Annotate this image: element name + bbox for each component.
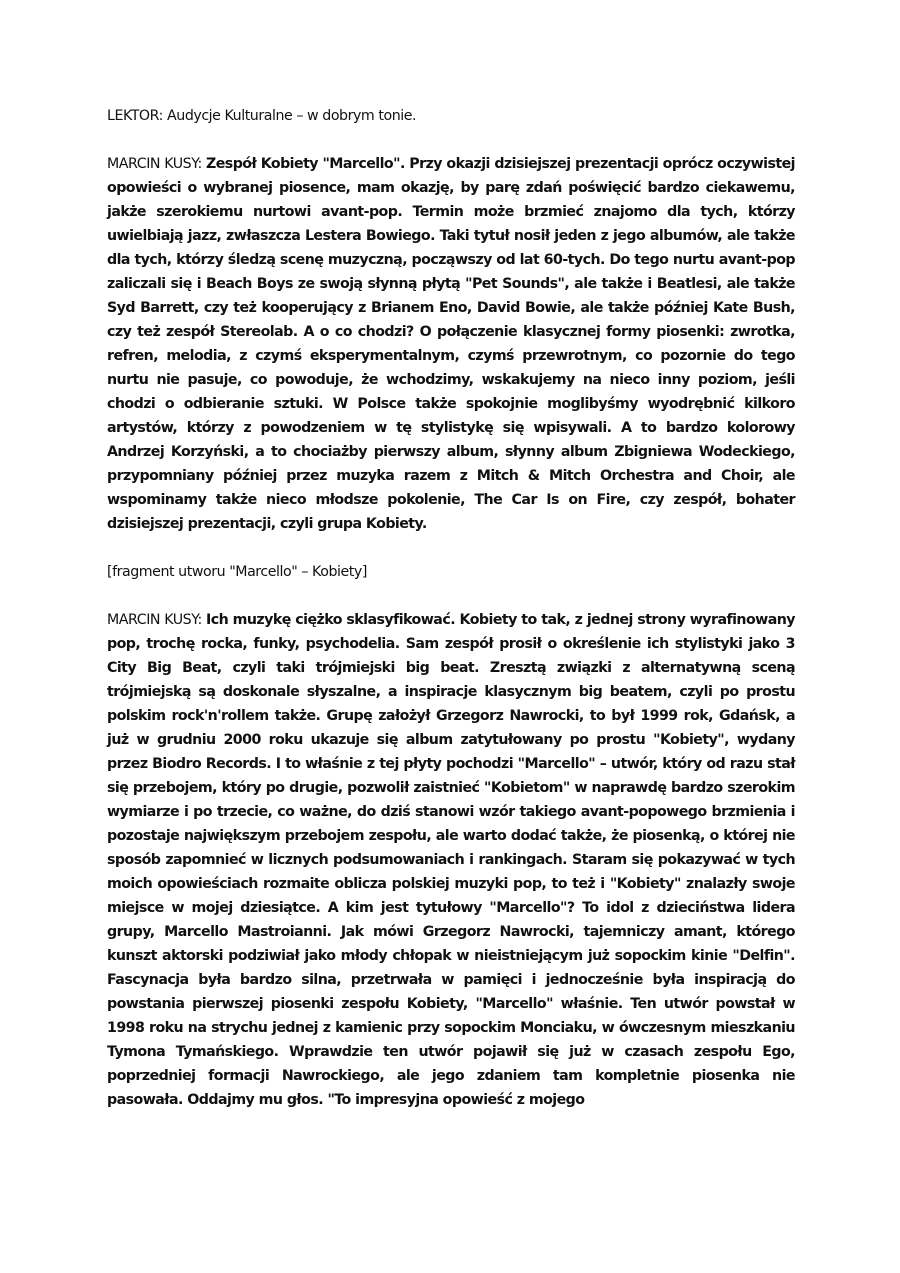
speech-text: Ich muzykę ciężko sklasyfikować. Kobiety to tak, z jednej strony wyrafinowany pop, trochę rocka, funky, psychodelia. Sam zespół prosił o określenie ich stylistyki jako 3 City Big Beat, czyli taki trójmiejski big beat. Zresztą związki z alternatywną sceną trójmiejską są doskonale słyszalne, a inspiracje klasycznym big beatem, czyli po prostu polskim rock'n'rollem także. Grupę założył Grzegorz Nawrocki, to był 1999 rok, Gdańsk, a już w grudniu 2000 roku ukazuje się album zatytułowany po prostu "Kobiety", wydany przez Biodro Records. I to właśnie z tej płyty pochodzi "Marcello" – utwór, który od razu stał się przebojem, który po drugie, pozwolił zaistnieć "Kobietom" w naprawdę bardzo szerokim wymiarze i po trzecie, co ważne, do dziś stanowi wzór takiego avant-popowego brzmienia i pozostaje największym przebojem zespołu, ale warto dodać także, że piosenką, o której nie sposób zapomnieć w licznych podsumowaniach i rankingach. Staram się pokazywać w tych moich opowieściach rozmaite oblicza polskiej muzyki pop, to też i "Kobiety" znalazły swoje miejsce w mojej dziesiątce. A kim jest tytułowy "Marcello"? To idol z dzieciństwa lidera grupy, Marcello Mastroianni. Jak mówi Grzegorz Nawrocki, tajemniczy amant, którego kunszt aktorski podziwiał jako młody chłopak w nieistniejącym już sopockim kinie "Delfin". Fascynacja była bardzo silna, przetrwała w pamięci i jednocześnie była inspiracją do powstania pierwszej piosenki zespołu Kobiety, "Marcello" właśnie. Ten utwór powstał w 1998 roku na strychu jednej z kamienic przy sopockim Monciaku, w ówczesnym mieszkaniu Tymona Tymańskiego. Wprawdzie ten utwór pojawił się już w czasach zespołu Ego, poprzedniej formacji Nawrockiego, ale jego zdaniem tam kompletnie piosenka nie pasowała. Oddajmy mu głos. "To impresyjna opowieść z mojego	[107, 612, 795, 1108]
speaker-label: MARCIN KUSY:	[107, 156, 202, 172]
speaker-label: MARCIN KUSY:	[107, 612, 202, 628]
speech-paragraph-1	[107, 152, 795, 536]
document-page	[107, 104, 795, 1136]
intro-paragraph	[107, 104, 795, 128]
intro-text: Audycje Kulturalne – w dobrym tonie.	[162, 108, 417, 124]
speaker-label: LEKTOR:	[107, 108, 163, 124]
music-fragment-note: [fragment utworu "Marcello" – Kobiety]	[107, 564, 367, 580]
speech-text: Zespół Kobiety "Marcello". Przy okazji dzisiejszej prezentacji oprócz oczywistej opowieści o wybranej piosence, mam okazję, by parę zdań poświęcić bardzo ciekawemu, jakże szerokiemu nurtowi avant-pop. Termin może brzmieć znajomo dla tych, którzy uwielbiają jazz, zwłaszcza Lestera Bowiego. Taki tytuł nosił jeden z jego albumów, ale także dla tych, którzy śledzą scenę muzyczną, począwszy od lat 60-tych. Do tego nurtu avant-pop zaliczali się i Beach Boys ze swoją słynną płytą "Pet Sounds", ale także i Beatlesi, ale także Syd Barrett, czy też kooperujący z Brianem Eno, David Bowie, ale także później Kate Bush, czy też zespół Stereolab. A o co chodzi? O połączenie klasycznej formy piosenki: zwrotka, refren, melodia, z czymś eksperymentalnym, czymś przewrotnym, co pozornie do tego nurtu nie pasuje, co powoduje, że wchodzimy, wskakujemy na nieco inny poziom, jeśli chodzi o odbieranie sztuki. W Polsce także spokojnie moglibyśmy wyodrębnić kilkoro artystów, którzy z powodzeniem w tę stylistykę się wpisywali. A to bardzo kolorowy Andrzej Korzyński, a to chociażby pierwszy album, słynny album Zbigniewa Wodeckiego, przypomniany później przez muzyka razem z Mitch & Mitch Orchestra and Choir, ale wspominamy także nieco młodsze pokolenie, The Car Is on Fire, czy zespół, bohater dzisiejszej prezentacji, czyli grupa Kobiety.	[107, 156, 795, 532]
speech-paragraph-2	[107, 608, 795, 1112]
